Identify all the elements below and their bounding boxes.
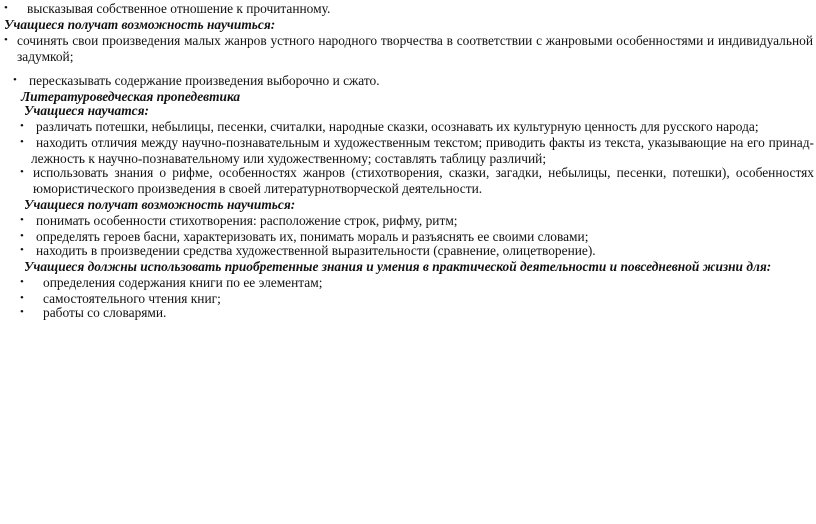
item-expressing-opinion: высказывая собственное отношение к прочитанному. (27, 1, 331, 16)
item-poem-features: понимать особенности стихотворения: расположение строк, рифму, ритм; (36, 213, 458, 228)
bullet-marker: • (4, 2, 8, 14)
bullet-marker: • (20, 120, 24, 132)
item-book-content: определения содержания книги по ее элементам; (43, 275, 323, 290)
item-expressive-means: находить в произведении средства художественной выразительности (сравнение, олицетворение). (36, 243, 596, 258)
item-retell: пересказывать содержание произведения выборочно и сжато. (29, 73, 380, 88)
bullet-marker: • (20, 214, 24, 226)
heading-will-learn: Учащиеся научатся: (24, 103, 149, 118)
bullet-marker: • (20, 230, 24, 242)
bullet-marker: • (20, 136, 24, 148)
item-differences-line-2: лежность к научно-познавательному или художественному; составлять таблицу различий; (31, 151, 547, 166)
item-compose-line-1: сочинять свои произведения малых жанров устного народного творчества в соответствии с жанровыми особенностями и индивидуальной (17, 33, 813, 48)
heading-opportunity-1: Учащиеся получат возможность научиться: (4, 17, 276, 32)
item-rhyme-line-2: юмористического произведения в своей литературнотворческой деятельности. (33, 181, 483, 196)
heading-opportunity-2: Учащиеся получат возможность научиться: (24, 197, 296, 212)
bullet-marker: • (20, 276, 24, 288)
item-fable-heroes: определять героев басни, характеризовать их, понимать мораль и разъяснять ее своими словами; (36, 229, 589, 244)
bullet-marker: • (4, 34, 8, 46)
section-title-literary-propaedeutics: Литературоведческая пропедевтика (21, 89, 241, 104)
bullet-marker: • (20, 292, 24, 304)
heading-must-use: Учащиеся должны использовать приобретенные знания и умения в практической деятельности и повседневной жизни для: (24, 259, 772, 274)
item-differences-line-1: находить отличия между научно-познавательным и художественным текстом; приводить факты из текста, указывающие на его принад- (36, 135, 814, 150)
bullet-marker: • (20, 166, 24, 178)
bullet-marker: • (13, 74, 17, 86)
item-rhyme-line-1: использовать знания о рифме, особенностях жанров (стихотворения, сказки, загадки, небылицы, песенки, потешки), особенностях (33, 165, 814, 180)
bullet-marker: • (20, 244, 24, 256)
item-distinguish-genres: различать потешки, небылицы, песенки, считалки, народные сказки, осознавать их культурную ценность для русского народа; (36, 119, 759, 134)
bullet-marker: • (20, 306, 24, 318)
item-dictionaries: работы со словарями. (43, 305, 167, 320)
item-compose-line-2: задумкой; (17, 49, 74, 64)
item-independent-reading: самостоятельного чтения книг; (43, 291, 221, 306)
